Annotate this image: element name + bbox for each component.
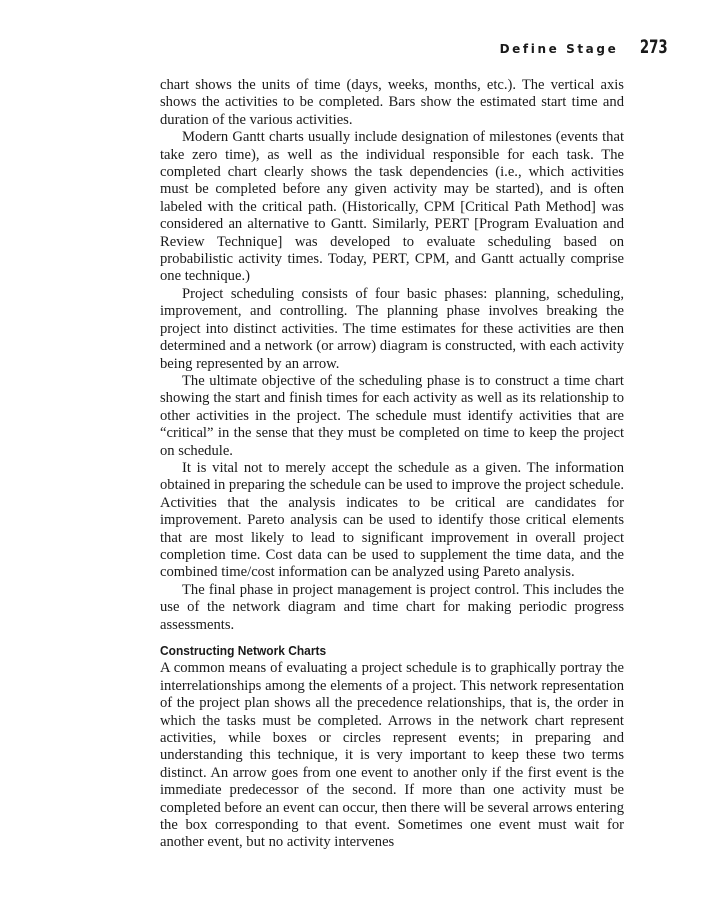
- paragraph-4: The ultimate objective of the scheduling phase is to construct a time chart showing the start and finish times for each activity as well as its relationship to other activities in the project. The schedule must identify activities that are “critical” in the sense that they must be completed on time to keep the project on schedule.: [160, 372, 624, 459]
- body-text: [160, 77, 624, 852]
- paragraph-6: The final phase in project management is project control. This includes the use of the network diagram and time chart for making periodic progress assessments.: [160, 581, 624, 633]
- paragraph-5: It is vital not to merely accept the schedule as a given. The information obtained in preparing the schedule can be used to improve the project schedule. Activities that the analysis indicates to be critical are candidates for improvement. Pareto analysis can be used to identify those critical elements that are most likely to lead to significant improvement in overall project completion time. Cost data can be used to supplement the time data, and the combined time/cost information can be analyzed using Pareto analysis.: [160, 459, 624, 581]
- page-number: 273: [640, 36, 668, 58]
- section-heading: Constructing Network Charts: [160, 643, 327, 658]
- paragraph-2: Modern Gantt charts usually include designation of milestones (events that take zero time), as well as the individual responsible for each task. The completed chart clearly shows the task dependencies (i.e., which activities must be completed before any given activity may be started), and is often labeled with the critical path. (Historically, CPM [Critical Path Method] was considered an alternative to Gantt. Similarly, PERT [Program Evaluation and Review Technique] was developed to evaluate scheduling based on probabilistic activity times. Today, PERT, CPM, and Gantt actually comprise one technique.): [160, 129, 624, 285]
- paragraph-3: Project scheduling consists of four basic phases: planning, scheduling, improvement, and controlling. The planning phase involves breaking the project into distinct activities. The time estimates for these activities are then determined and a network (or arrow) diagram is constructed, with each activity being represented by an arrow.: [160, 285, 624, 372]
- paragraph-1: chart shows the units of time (days, weeks, months, etc.). The vertical axis shows the activities to be completed. Bars show the estimated start time and duration of the various activities.: [160, 77, 624, 128]
- running-head: [500, 36, 668, 58]
- paragraph-7: A common means of evaluating a project schedule is to graphically portray the interrelationships among the elements of a project. This network representation of the project plan shows all the precedence relationships, that is, the order in which the tasks must be completed. Arrows in the network chart represent activities, while boxes or circles represent events; in preparing and understanding this technique, it is very important to keep these two terms distinct. An arrow goes from one event to another only if the first event is the immediate predecessor of the second. If more than one activity must be completed before an event can occur, then there will be several arrows entering the box corresponding to that event. Sometimes one event must wait for another event, but no activity intervenes: [160, 660, 624, 851]
- section-title: Define Stage: [499, 42, 619, 56]
